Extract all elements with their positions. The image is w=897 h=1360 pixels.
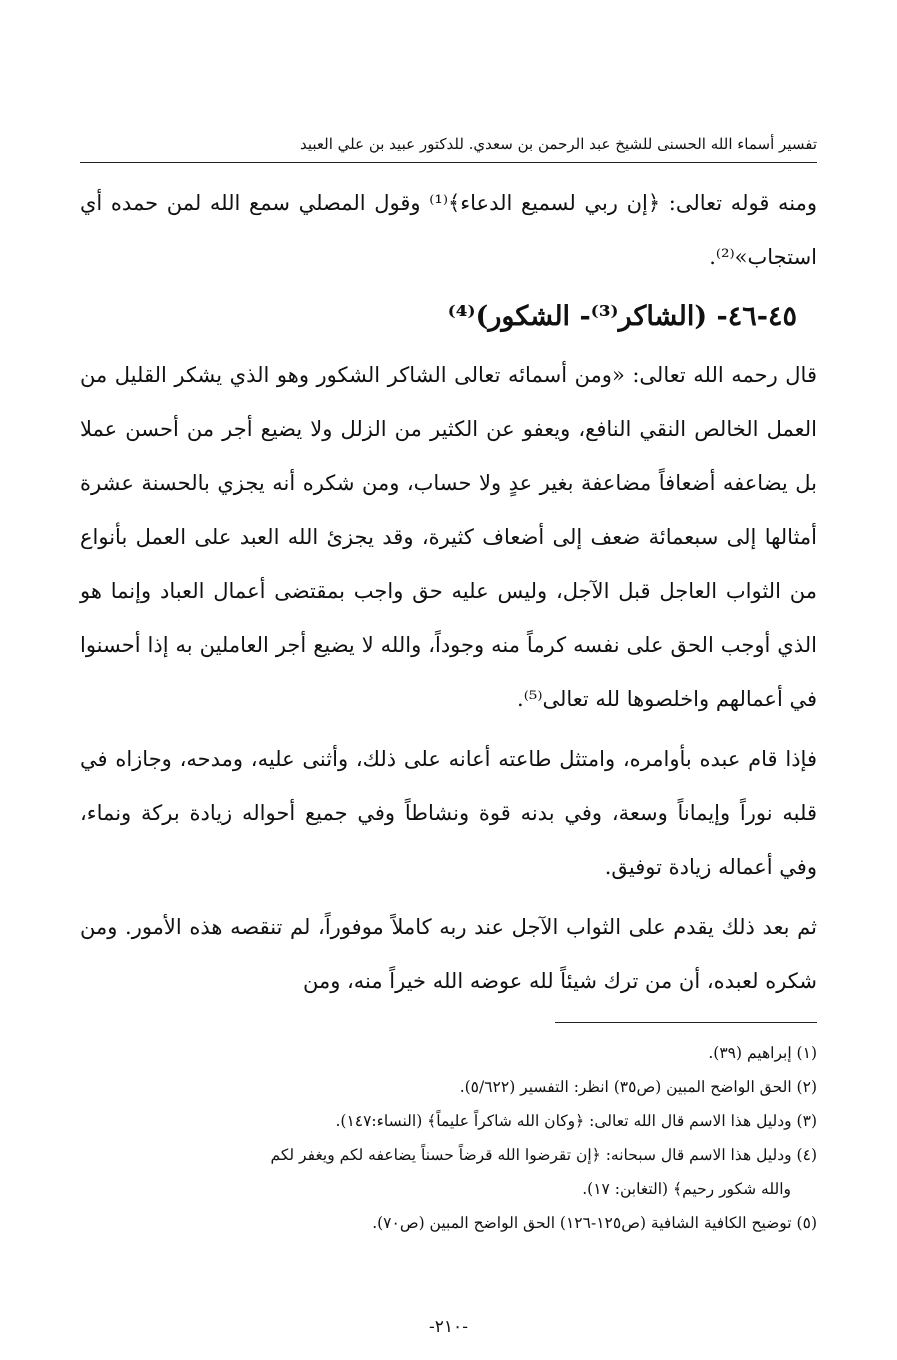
section-heading: ٤٥-٤٦- (الشاكر⁽³⁾- الشكور)⁽⁴⁾ [447, 301, 797, 332]
footnote-4: (٤) ودليل هذا الاسم قال سبحانه: ﴿إن تقرضوا الله قرضاً حسناً يضاعفه لكم ويغفر لكم [270, 1146, 817, 1164]
footnote-3: (٣) ودليل هذا الاسم قال الله تعالى: ﴿وكان الله شاكراً عليماً﴾ (النساء:١٤٧). [335, 1112, 817, 1130]
main-text [80, 176, 817, 1008]
running-header-title: تفسير أسماء الله الحسنى للشيخ عبد الرحمن بن سعدي. للدكتور عبيد بن علي العبيد [299, 135, 817, 153]
footnote-4-continuation: والله شكور رحيم﴾ (التغابن: ١٧). [582, 1180, 791, 1198]
footnote-divider [555, 1022, 817, 1023]
paragraph-3: ثم بعد ذلك يقدم على الثواب الآجل عند ربه كاملاً موفوراً، لم تنقصه هذه الأمور. ومن شكره لعبده، أن من ترك شيئاً لله عوضه الله خيراً منه، ومن [80, 915, 817, 993]
paragraph-2: فإذا قام عبده بأوامره، وامتثل طاعته أعانه على ذلك، وأثنى عليه، ومدحه، وجازاه في قلبه نوراً وإيماناً وسعة، وفي بدنه قوة ونشاطاً وفي جميع أحواله زيادة بركة ونماء، وفي أعماله زيادة توفيق. [80, 747, 817, 879]
footnote-1: (١) إبراهيم (٣٩). [708, 1044, 817, 1062]
footnote-5: (٥) توضيح الكافية الشافية (ص١٢٥-١٢٦) الحق الواضح المبين (ص٧٠). [372, 1214, 817, 1232]
header-divider [80, 162, 817, 163]
intro-paragraph: ومنه قوله تعالى: ﴿إن ربي لسميع الدعاء﴾⁽¹⁾ وقول المصلي سمع الله لمن حمده أي استجاب»⁽²⁾. [80, 191, 817, 269]
footnote-2: (٢) الحق الواضح المبين (ص٣٥) انظر: التفسير (٥/٦٢٢). [459, 1078, 817, 1096]
footnotes [80, 1036, 817, 1240]
quote-paragraph: قال رحمه الله تعالى: «ومن أسمائه تعالى الشاكر الشكور وهو الذي يشكر القليل من العمل الخالص النقي النافع، ويعفو عن الكثير من الزلل ولا يضيع أجر من أحسن عملا بل يضاعفه أضعافاً مضاعفة بغير عدٍ ولا حساب، ومن شكره أنه يجزي بالحسنة عشرة أمثالها إلى سبعمائة ضعف إلى أضعاف كثيرة، وقد يجزئ الله العبد على العمل بأنواع من الثواب العاجل قبل الآجل، وليس عليه حق واجب بمقتضى أعمال العباد وإنما هو الذي أوجب الحق على نفسه كرماً منه وجوداً، والله لا يضيع أجر العاملين به إذا أحسنوا في أعمالهم واخلصوها لله تعالى⁽⁵⁾. [80, 363, 817, 711]
page-number: -٢١٠- [429, 1317, 468, 1337]
